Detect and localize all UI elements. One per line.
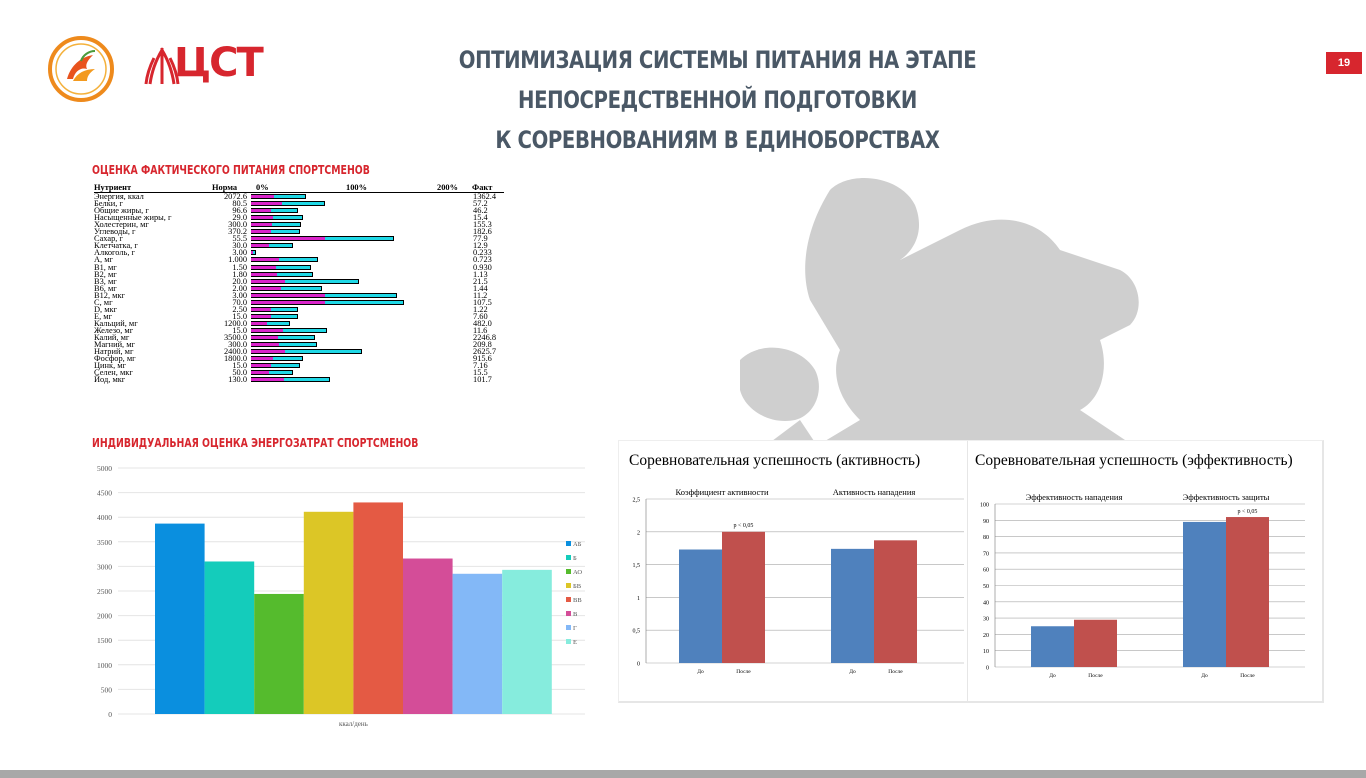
nutrient-bar-magenta	[251, 343, 279, 346]
y-tick-label: 50	[983, 584, 989, 590]
nutrient-bar	[251, 243, 293, 248]
nutrient-norm: 2400.0	[223, 347, 247, 357]
nutrient-bar-magenta	[251, 329, 283, 332]
x-axis-label: ккал/день	[338, 720, 368, 728]
group-label: Эффективность защиты	[1182, 492, 1270, 502]
y-tick-label: 90	[983, 518, 989, 525]
cst-logo	[142, 40, 262, 90]
nutrient-name: Углеводы, г	[94, 227, 136, 237]
legend-swatch	[566, 541, 571, 546]
nutrient-name: Фосфор, мг	[94, 354, 136, 364]
nutrient-bar	[251, 356, 303, 361]
legend-label: АБ	[573, 541, 582, 548]
nutrient-fact: 15.5	[473, 368, 488, 378]
nutrient-bar-magenta	[251, 364, 271, 367]
series-label: До	[1201, 673, 1208, 679]
nutrient-bar-magenta	[251, 258, 279, 261]
page-number-badge: 19	[1326, 52, 1362, 74]
legend-label: В	[573, 611, 578, 618]
nutrient-fact: 2625.7	[473, 347, 497, 357]
nutrient-row	[94, 285, 514, 292]
nutrient-fact: 77.9	[473, 234, 488, 244]
series-label: После	[1088, 673, 1103, 679]
y-tick-label: 2500	[97, 587, 112, 596]
series-label: После	[888, 669, 903, 675]
nutrient-bar	[251, 300, 404, 305]
nutrient-fact: 11.2	[473, 290, 488, 300]
y-tick-label: 40	[983, 600, 989, 607]
nutrient-row	[94, 235, 514, 242]
nutrient-bar-magenta	[251, 350, 285, 353]
nutrient-bar-magenta	[251, 315, 271, 318]
nutrient-norm: 130.0	[228, 375, 247, 385]
nutrient-bar	[251, 265, 311, 270]
series-label: До	[697, 669, 704, 675]
series-label: После	[1240, 673, 1255, 679]
nutrient-row	[94, 214, 514, 221]
nutrient-name: Алкоголь, г	[94, 248, 135, 258]
energy-bar-chart	[80, 460, 600, 732]
nutrient-fact: 0.233	[473, 248, 492, 258]
nutrient-bar-magenta	[251, 378, 284, 381]
nutrient-norm: 2.50	[232, 304, 247, 314]
cst-logo-text: ЦСТ	[174, 40, 262, 86]
nutrient-fact: 1.44	[473, 283, 488, 293]
bar-before	[679, 550, 722, 663]
y-tick-label: 1500	[97, 636, 112, 646]
nutrient-row	[94, 200, 514, 207]
nutrient-fact: 0.930	[473, 262, 492, 272]
y-tick-label: 1,5	[632, 563, 640, 570]
nutrient-bar-magenta	[251, 287, 281, 290]
nutrient-bar	[251, 328, 327, 333]
nutrient-norm: 3.00	[232, 290, 247, 300]
nutrient-fact: 482.0	[473, 318, 492, 328]
y-tick-label: 0	[108, 710, 112, 719]
nutrient-bar-magenta	[251, 195, 274, 198]
nutrient-norm: 2072.6	[223, 192, 247, 201]
activity-bar-chart	[619, 485, 965, 695]
nutrient-fact: 7.60	[473, 311, 488, 321]
nutrient-fact: 209.8	[473, 340, 492, 350]
nutrient-bar-magenta	[251, 371, 269, 374]
nutrient-norm: 3500.0	[223, 333, 247, 342]
legend-label: Г	[573, 625, 577, 632]
nutrient-norm: 300.0	[228, 340, 247, 350]
legend-swatch	[566, 555, 571, 560]
nutrient-name: Железо, мг	[94, 325, 134, 335]
nutrient-bar	[251, 257, 318, 262]
nutrient-bar	[251, 250, 256, 255]
energy-bar	[453, 574, 503, 714]
nutrient-name: Калий, мг	[94, 333, 130, 342]
nutrient-bar	[251, 314, 298, 319]
nutrient-fact: 1.22	[473, 304, 488, 314]
nutrient-bar	[251, 307, 298, 312]
nutrient-name: E, мг	[94, 311, 113, 321]
nutrient-row	[94, 221, 514, 228]
nutrient-fact: 0.723	[473, 255, 492, 265]
nutrient-fact: 15.4	[473, 213, 488, 223]
nutrient-norm: 300.0	[228, 220, 247, 230]
nutrient-bar	[251, 229, 300, 234]
energy-bar	[205, 561, 255, 714]
nutrient-norm: 80.5	[232, 199, 247, 209]
nutrient-fact: 46.2	[473, 206, 488, 216]
nutrient-bar-magenta	[251, 202, 282, 205]
nutrient-bar-magenta	[251, 273, 277, 276]
series-label: После	[736, 669, 751, 675]
effectiveness-bar-chart	[968, 485, 1320, 695]
bar-after	[1226, 517, 1269, 667]
nutrient-name: Селен, мкг	[94, 368, 133, 378]
nutrient-bar	[251, 321, 290, 326]
energy-bar	[155, 524, 205, 714]
legend-label: Б	[573, 555, 577, 562]
nutrient-bar-magenta	[251, 280, 285, 283]
nutrient-fact: 7.16	[473, 361, 488, 371]
y-tick-label: 70	[983, 551, 989, 558]
y-tick-label: 100	[980, 502, 989, 509]
nutrient-name: Магний, мг	[94, 340, 135, 350]
y-tick-label: 0	[986, 665, 989, 672]
col-header-0pct: 0%	[256, 183, 269, 192]
nutrient-bar-magenta	[251, 308, 271, 311]
y-tick-label: 0,5	[632, 628, 640, 635]
nutrient-row	[94, 327, 514, 334]
nutrient-bar	[251, 272, 313, 277]
nutrient-bar	[251, 279, 359, 284]
nutrient-row	[94, 242, 514, 249]
y-tick-label: 80	[983, 535, 989, 542]
series-label: До	[849, 669, 856, 675]
nutrient-row	[94, 369, 514, 376]
nutrient-fact: 915.6	[473, 354, 492, 364]
nutrition-table	[94, 183, 514, 383]
nutrient-name: B1, мг	[94, 262, 117, 272]
footer-bar	[0, 770, 1366, 778]
nutrient-name: D, мкг	[94, 304, 118, 314]
energy-bar	[304, 512, 354, 714]
nutrient-name: Кальций, мг	[94, 318, 138, 328]
y-tick-label: 500	[100, 685, 112, 695]
nutrient-row	[94, 256, 514, 263]
nutrient-norm: 1.80	[232, 269, 247, 279]
legend-label: БВ	[573, 583, 582, 590]
bar-before	[1183, 522, 1226, 667]
nutrient-bar-magenta	[251, 230, 271, 233]
nutrient-norm: 55.5	[232, 234, 247, 244]
nutrient-row	[94, 355, 514, 362]
legend-label: ВВ	[573, 597, 582, 604]
nutrient-bar	[251, 222, 301, 227]
nutrient-bar-magenta	[251, 336, 278, 339]
y-tick-label: 10	[983, 649, 989, 656]
y-tick-label: 60	[983, 567, 989, 574]
effectiveness-chart-title: Соревновательная успешность (эффективность)	[975, 452, 1293, 469]
nutrient-bar-magenta	[251, 357, 273, 360]
phoenix-emblem-icon	[47, 35, 115, 103]
legend-swatch	[566, 625, 571, 630]
legend-swatch	[566, 639, 571, 644]
nutrient-row	[94, 334, 514, 341]
nutrient-row	[94, 306, 514, 313]
legend-label: Е	[573, 639, 577, 646]
nutrient-fact: 182.6	[473, 227, 492, 237]
bar-before	[831, 549, 874, 663]
nutrient-fact: 1.13	[473, 269, 488, 279]
nutrient-norm: 96.6	[232, 206, 247, 216]
nutrient-fact: 12.9	[473, 241, 488, 251]
nutrient-fact: 57.2	[473, 199, 488, 209]
nutrient-row	[94, 278, 514, 285]
bar-after	[1074, 620, 1117, 667]
legend-swatch	[566, 583, 571, 588]
significance-annotation: p < 0,05	[1237, 509, 1258, 516]
nutrient-bar	[251, 342, 317, 347]
nutrient-norm: 29.0	[232, 213, 247, 223]
nutrient-bar-magenta	[251, 251, 253, 254]
nutrient-bar	[251, 236, 394, 241]
nutrient-norm: 3.00	[232, 248, 247, 258]
nutrient-fact: 101.7	[473, 375, 492, 385]
nutrient-bar	[251, 201, 325, 206]
nutrient-name: Цинк, мг	[94, 361, 127, 371]
nutrient-bar	[251, 194, 306, 199]
nutrient-norm: 15.0	[232, 325, 247, 335]
nutrient-norm: 70.0	[232, 297, 247, 307]
nutrient-row	[94, 320, 514, 327]
energy-bar	[353, 502, 403, 714]
nutrient-norm: 1.000	[228, 255, 247, 265]
nutrient-norm: 2.00	[232, 283, 247, 293]
nutrient-norm: 50.0	[232, 368, 247, 378]
nutrient-bar	[251, 208, 298, 213]
nutrient-bar	[251, 286, 322, 291]
legend-swatch	[566, 597, 571, 602]
nutrient-norm: 15.0	[232, 361, 247, 371]
nutrient-name: A, мг	[94, 255, 113, 265]
nutrient-bar-magenta	[251, 266, 276, 269]
nutrient-norm: 15.0	[232, 311, 247, 321]
nutrient-name: Натрий, мг	[94, 347, 134, 357]
nutrient-bar-magenta	[251, 223, 272, 226]
energy-section-title: ИНДИВИДУАЛЬНАЯ ОЦЕНКА ЭНЕРГОЗАТРАТ СПОРТСМЕНОВ	[92, 436, 419, 450]
y-tick-label: 1000	[97, 660, 112, 670]
group-label: Активность нападения	[832, 487, 916, 497]
legend-swatch	[566, 611, 571, 616]
nutrient-fact: 1362.4	[473, 192, 497, 201]
nutrient-name: C, мг	[94, 297, 113, 307]
federation-logo	[47, 35, 115, 103]
nutrient-name: Энергия, ккал	[94, 192, 144, 201]
nutrient-norm: 20.0	[232, 276, 247, 286]
y-tick-label: 2	[637, 530, 640, 537]
nutrient-row	[94, 362, 514, 369]
activity-chart-panel	[618, 440, 969, 703]
effectiveness-chart-panel	[968, 440, 1324, 703]
nutrient-row	[94, 193, 514, 200]
nutrient-bar	[251, 293, 397, 298]
nutrient-row	[94, 376, 514, 383]
nutrient-bar-magenta	[251, 322, 267, 325]
y-tick-label: 2,5	[632, 497, 640, 504]
nutrient-fact: 11.6	[473, 325, 488, 335]
y-tick-label: 3500	[97, 537, 112, 547]
y-tick-label: 1	[637, 595, 640, 602]
col-header-fact: Факт	[472, 183, 493, 192]
col-header-nutrient: Нутриент	[94, 183, 132, 192]
nutrient-row	[94, 313, 514, 320]
nutrient-bar	[251, 370, 293, 375]
legend-swatch	[566, 569, 571, 574]
nutrient-row	[94, 271, 514, 278]
nutrient-name: Сахар, г	[94, 234, 123, 244]
group-label: Коэффициент активности	[675, 487, 769, 497]
nutrient-name: B6, мг	[94, 283, 117, 293]
nutrient-fact: 155.3	[473, 220, 492, 230]
series-label: До	[1049, 673, 1056, 679]
nutrient-row	[94, 341, 514, 348]
nutrient-row	[94, 292, 514, 299]
nutrient-fact: 107.5	[473, 297, 492, 307]
activity-chart-title: Соревновательная успешность (активность)	[629, 452, 921, 469]
bar-after	[874, 540, 917, 663]
nutrient-bar-magenta	[251, 294, 325, 297]
nutrient-bar-magenta	[251, 216, 273, 219]
significance-annotation: p < 0,05	[733, 522, 754, 529]
bar-before	[1031, 626, 1074, 667]
nutrient-fact: 21.5	[473, 276, 488, 286]
nutrient-norm: 30.0	[232, 241, 247, 251]
nutrient-fact: 2246.8	[473, 333, 497, 342]
nutrient-row	[94, 228, 514, 235]
nutrient-name: B3, мг	[94, 276, 117, 286]
y-tick-label: 3000	[97, 562, 112, 572]
nutrient-norm: 1200.0	[223, 318, 247, 328]
nutrient-name: B12, мкг	[94, 290, 125, 300]
legend-label: АО	[573, 569, 583, 576]
y-tick-label: 4500	[97, 488, 112, 498]
page-title-line2: К СОРЕВНОВАНИЯМ В ЕДИНОБОРСТВАХ	[495, 126, 940, 154]
nutrient-norm: 370.2	[228, 227, 247, 237]
nutrient-bar	[251, 377, 330, 382]
nutrient-norm: 1.50	[232, 262, 247, 272]
nutrient-name: Йод, мкг	[94, 375, 126, 385]
nutrition-section-title: ОЦЕНКА ФАКТИЧЕСКОГО ПИТАНИЯ СПОРТСМЕНОВ	[92, 163, 370, 177]
nutrient-bar-magenta	[251, 301, 325, 304]
bar-after	[722, 532, 765, 663]
nutrient-name: Холестерин, мг	[94, 220, 149, 230]
nutrient-row	[94, 348, 514, 355]
energy-bar	[254, 594, 304, 714]
col-header-200pct: 200%	[437, 183, 458, 192]
nutrient-bar-magenta	[251, 244, 269, 247]
group-label: Эффективность нападения	[1025, 492, 1123, 502]
y-tick-label: 20	[983, 632, 989, 639]
nutrient-bar	[251, 363, 300, 368]
nutrient-row	[94, 264, 514, 271]
nutrient-name: Белки, г	[94, 199, 123, 209]
nutrient-norm: 1800.0	[223, 354, 247, 364]
y-tick-label: 30	[983, 616, 989, 623]
nutrient-bar-magenta	[251, 237, 325, 240]
y-tick-label: 2000	[97, 611, 112, 621]
energy-bar	[502, 570, 552, 714]
y-tick-label: 5000	[97, 464, 112, 473]
nutrient-row	[94, 299, 514, 306]
nutrient-bar	[251, 215, 303, 220]
nutrient-bar-magenta	[251, 209, 271, 212]
nutrient-name: Клетчатка, г	[94, 241, 138, 251]
y-tick-label: 0	[637, 661, 640, 668]
y-tick-label: 4000	[97, 513, 112, 523]
nutrient-name: B2, мг	[94, 269, 117, 279]
page-title	[375, 40, 1060, 160]
energy-bar	[403, 559, 453, 714]
nutrient-name: Насыщенные жиры, г	[94, 213, 172, 223]
nutrient-name: Общие жиры, г	[94, 206, 149, 216]
nutrient-row	[94, 249, 514, 256]
nutrient-bar	[251, 335, 315, 340]
col-header-100pct: 100%	[346, 183, 367, 192]
page-title-line1: ОПТИМИЗАЦИЯ СИСТЕМЫ ПИТАНИЯ НА ЭТАПЕ НЕПОСРЕДСТВЕННОЙ ПОДГОТОВКИ	[458, 46, 977, 114]
col-header-norm: Норма	[212, 183, 238, 192]
nutrient-bar	[251, 349, 362, 354]
